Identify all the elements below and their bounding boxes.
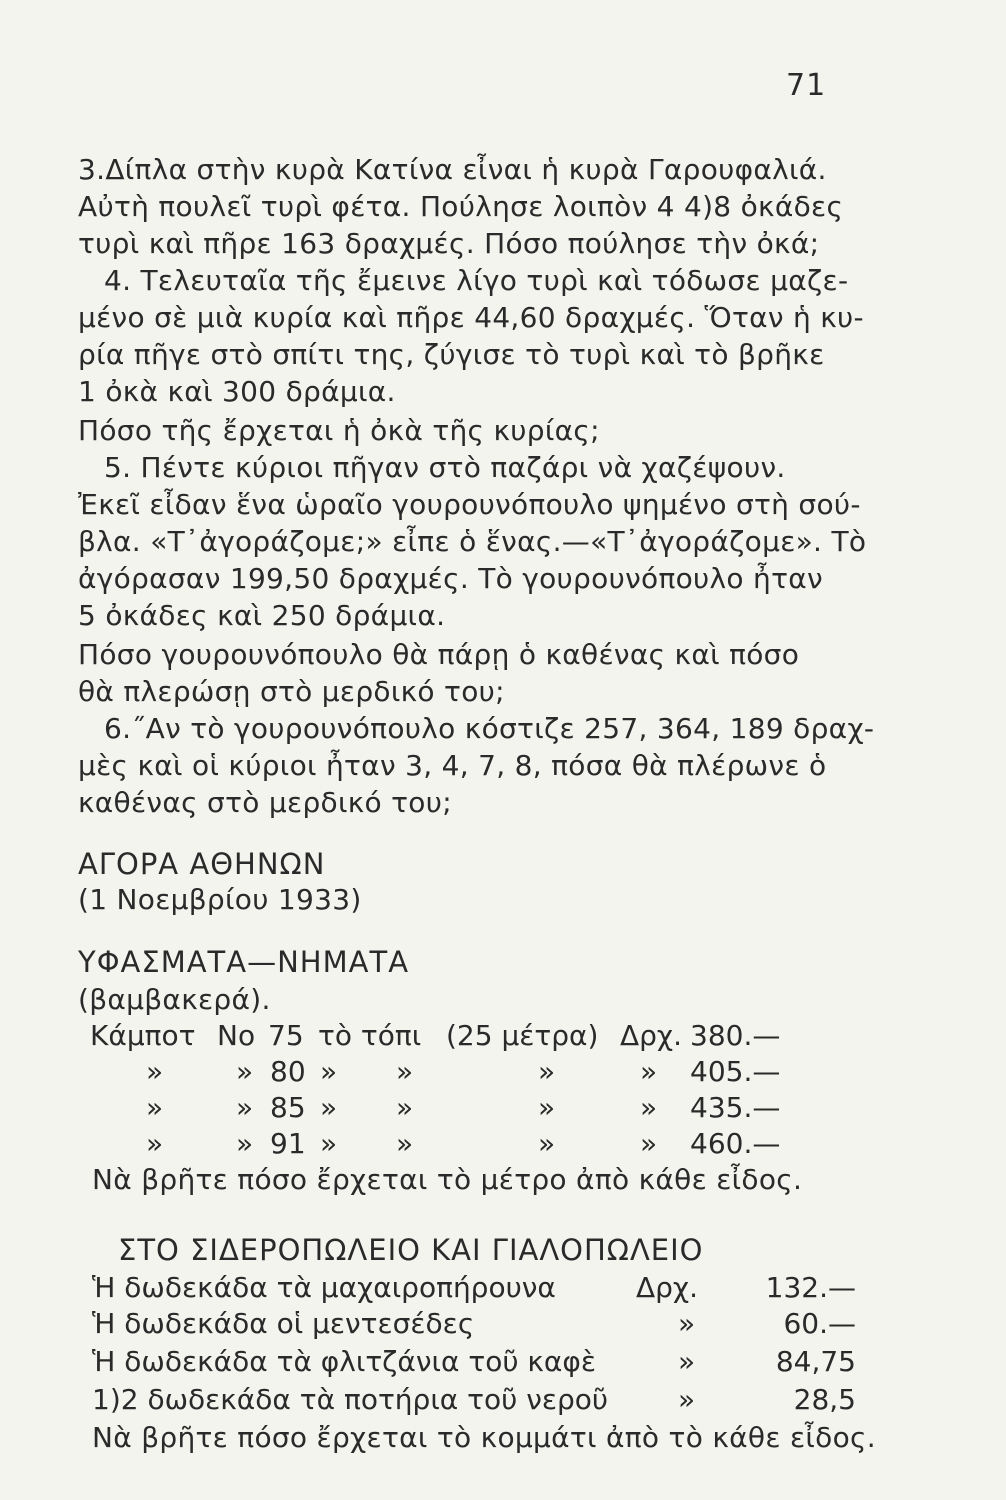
ditto-mark: » <box>320 1055 338 1088</box>
item-name: Ἡ δωδεκάδα τὰ μαχαιροπήρουνα <box>92 1271 556 1304</box>
price: 405.— <box>690 1055 781 1088</box>
ditto-mark: » <box>236 1055 254 1088</box>
text-line: Ἐκεῖ εἶδαν ἕνα ὡραῖο γουρουνόπουλο ψημένο στὴ σού- <box>78 488 861 521</box>
number-label: No <box>217 1019 256 1052</box>
text-line: καθένας στὸ μερδικό του; <box>78 786 452 819</box>
ditto-mark: » <box>640 1055 658 1088</box>
text-line: ρία πῆγε στὸ σπίτι της, ζύγισε τὸ τυρὶ καὶ τὸ βρῆκε <box>78 338 825 371</box>
item-name: Ἡ δωδεκάδα τὰ φλιτζάνια τοῦ καφὲ <box>92 1345 596 1378</box>
section-title-fabrics: ΥΦΑΣΜΑΤΑ—ΝΗΜΑΤΑ <box>78 945 410 979</box>
text-line: 5. Πέντε κύριοι πῆγαν στὸ παζάρι νὰ χαζέψουν. <box>104 451 786 484</box>
price: 435.— <box>690 1091 781 1124</box>
hardware-question: Νὰ βρῆτε πόσο ἔρχεται τὸ κομμάτι ἀπὸ τὸ κάθε εἶδος. <box>92 1421 876 1454</box>
ditto-mark: » <box>146 1091 164 1124</box>
text-line: 6.˝Αν τὸ γουρουνόπουλο κόστιζε 257, 364, 189 δραχ- <box>104 712 875 745</box>
product-number: 80 <box>270 1055 306 1088</box>
price: 28,5 <box>793 1383 856 1416</box>
page-number: 71 <box>786 68 827 103</box>
ditto-mark: » <box>236 1091 254 1124</box>
ditto-mark: » <box>538 1127 556 1160</box>
currency: Δρχ. <box>620 1019 683 1052</box>
text-line: 3.Δίπλα στὴν κυρὰ Κατίνα εἶναι ἡ κυρὰ Γαρουφαλιά. <box>78 153 827 186</box>
ditto-mark: » <box>320 1127 338 1160</box>
item-name: Ἡ δωδεκάδα οἱ μεντεσέδες <box>92 1307 475 1340</box>
ditto-mark: » <box>640 1127 658 1160</box>
ditto-mark: » <box>538 1091 556 1124</box>
text-line: Πόσο τῆς ἔρχεται ἡ ὀκὰ τῆς κυρίας; <box>78 414 600 447</box>
section-title-hardware: ΣΤΟ ΣΙΔΕΡΟΠΩΛΕΙΟ ΚΑΙ ΓΙΑΛΟΠΩΛΕΙΟ <box>118 1233 704 1267</box>
ditto-mark: » <box>146 1127 164 1160</box>
text-line: τυρὶ καὶ πῆρε 163 δραχμές. Πόσο πούλησε τὴν ὀκά; <box>78 227 820 260</box>
ditto-mark: » <box>320 1091 338 1124</box>
table-row <box>0 1018 1006 1054</box>
text-line: μένο σὲ μιὰ κυρία καὶ πῆρε 44,60 δραχμές. Ὅταν ἡ κυ- <box>78 301 864 334</box>
ditto-mark: » <box>678 1383 696 1416</box>
currency: Δρχ. <box>636 1271 699 1304</box>
table-row <box>0 1270 1006 1306</box>
text-line: βλα. «Τ᾽ἀγοράζομε;» εἶπε ὁ ἕνας.—«Τ᾽ἀγοράζομε». Τὸ <box>78 525 867 558</box>
product-name: Κάμποτ <box>90 1019 196 1052</box>
product-number: 85 <box>270 1091 306 1124</box>
ditto-mark: » <box>538 1055 556 1088</box>
price: 60.— <box>783 1307 856 1340</box>
section-subtitle-fabrics: (βαμβακερά). <box>78 983 271 1016</box>
market-title: ΑΓΟΡΑ ΑΘΗΝΩΝ <box>78 847 326 881</box>
price: 380.— <box>690 1019 781 1052</box>
ditto-mark: » <box>678 1307 696 1340</box>
ditto-mark: » <box>678 1345 696 1378</box>
price: 132.— <box>765 1271 856 1304</box>
ditto-mark: » <box>146 1055 164 1088</box>
price: 460.— <box>690 1127 781 1160</box>
product-number: 91 <box>270 1127 306 1160</box>
ditto-mark: » <box>640 1091 658 1124</box>
text-line: Αὐτὴ πουλεῖ τυρὶ φέτα. Πούλησε λοιπὸν 4 4)8 ὀκάδες <box>78 190 844 223</box>
table-row <box>0 1306 1006 1342</box>
text-line: θὰ πλερώσῃ στὸ μερδικό του; <box>78 675 505 708</box>
item-name: 1)2 δωδεκάδα τὰ ποτήρια τοῦ νεροῦ <box>92 1383 609 1416</box>
text-line: Πόσο γουρουνόπουλο θὰ πάρῃ ὁ καθένας καὶ πόσο <box>78 638 800 671</box>
table-row <box>0 1126 1006 1162</box>
product-number: 75 <box>268 1019 304 1052</box>
market-date: (1 Νοεμβρίου 1933) <box>78 883 362 916</box>
table-row <box>0 1054 1006 1090</box>
ditto-mark: » <box>396 1055 414 1088</box>
text-line: 4. Τελευταῖα τῆς ἔμεινε λίγο τυρὶ καὶ τόδωσε μαζε- <box>104 264 849 297</box>
table-row <box>0 1382 1006 1418</box>
text-line: 5 ὀκάδες καὶ 250 δράμια. <box>78 599 446 632</box>
price: 84,75 <box>775 1345 856 1378</box>
ditto-mark: » <box>396 1127 414 1160</box>
text-line: μὲς καὶ οἱ κύριοι ἦταν 3, 4, 7, 8, πόσα θὰ πλέρωνε ὁ <box>78 749 827 782</box>
fabric-question: Νὰ βρῆτε πόσο ἔρχεται τὸ μέτρο ἀπὸ κάθε εἶδος. <box>92 1163 803 1196</box>
unit: τὸ τόπι <box>318 1019 422 1052</box>
table-row <box>0 1344 1006 1380</box>
ditto-mark: » <box>396 1091 414 1124</box>
table-row <box>0 1090 1006 1126</box>
text-line: 1 ὀκὰ καὶ 300 δράμια. <box>78 375 396 408</box>
ditto-mark: » <box>236 1127 254 1160</box>
length: (25 μέτρα) <box>446 1019 599 1052</box>
text-line: ἀγόρασαν 199,50 δραχμές. Τὸ γουρουνόπουλο ἦταν <box>78 562 823 595</box>
